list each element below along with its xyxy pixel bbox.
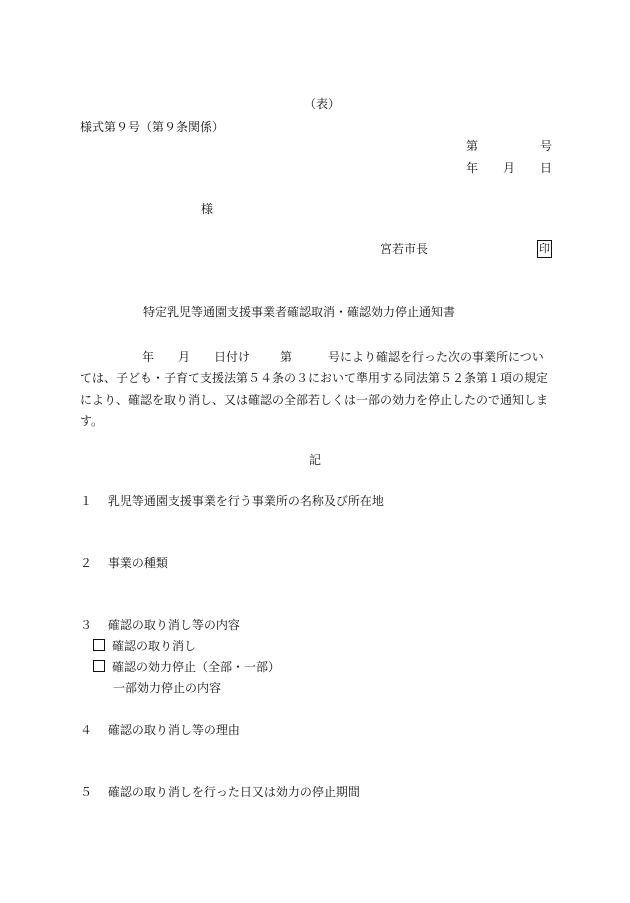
item-3-number: ３ <box>80 618 93 632</box>
item-5-number: ５ <box>80 785 93 799</box>
item-4-text: 確認の取り消し等の理由 <box>107 723 240 737</box>
checkbox-icon[interactable] <box>93 660 105 672</box>
item-1-number: １ <box>80 494 93 508</box>
body-line-2: ては、子ども・子育て支援法第５４条の３において準用する同法第５２条第１項の規定 <box>80 371 549 386</box>
body-paragraph <box>80 347 552 432</box>
body-line-4: す。 <box>80 413 104 428</box>
note-mark: 記 <box>309 453 322 467</box>
date-month: 月 <box>503 161 516 175</box>
body-month: 月 <box>178 350 191 364</box>
body-year: 年 <box>142 350 155 364</box>
document-title: 特定乳児等通園支援事業者確認取消・確認効力停止通知書 <box>143 305 456 319</box>
partial-detail-label: 一部効力停止の内容 <box>113 681 222 695</box>
item-4-number: ４ <box>80 723 93 737</box>
item-5-text: 確認の取り消しを行った日又は効力の停止期間 <box>107 785 360 799</box>
date-day: 日 <box>540 161 553 175</box>
option-cancel-label: 確認の取り消し <box>112 639 197 653</box>
body-line-3: により、確認を取り消し、又は確認の全部若しくは一部の効力を停止したので通知しま <box>80 392 549 407</box>
side-label: （表） <box>304 97 341 111</box>
addressee-honorific: 様 <box>201 202 214 216</box>
date-year: 年 <box>466 161 479 175</box>
body-number-prefix: 第 <box>280 350 293 364</box>
form-number: 様式第９号（第９条関係） <box>80 120 225 134</box>
item-2-text: 事業の種類 <box>107 556 168 570</box>
item-1-text: 乳児等通園支援事業を行う事業所の名称及び所在地 <box>107 494 384 508</box>
body-date-suffix: 日付け <box>214 350 251 364</box>
seal-mark: 印 <box>537 240 552 258</box>
item-3 <box>80 618 240 632</box>
item-3-text: 確認の取り消し等の内容 <box>107 618 240 632</box>
option-suspend-label: 確認の効力停止（全部・一部） <box>112 660 281 674</box>
body-line-1 <box>80 347 552 368</box>
item-1 <box>80 494 384 508</box>
option-suspend[interactable] <box>93 660 280 674</box>
sender-name: 宮若市長 <box>380 242 429 256</box>
body-line-1-rest: 号により確認を行った次の事業所につい <box>328 350 544 364</box>
item-2-number: ２ <box>80 556 93 570</box>
item-2 <box>80 556 168 570</box>
doc-number-suffix: 号 <box>540 139 553 153</box>
item-4 <box>80 723 240 737</box>
checkbox-icon[interactable] <box>93 639 105 651</box>
option-cancel[interactable] <box>93 639 196 653</box>
item-5 <box>80 785 360 799</box>
doc-number-prefix: 第 <box>466 139 479 153</box>
